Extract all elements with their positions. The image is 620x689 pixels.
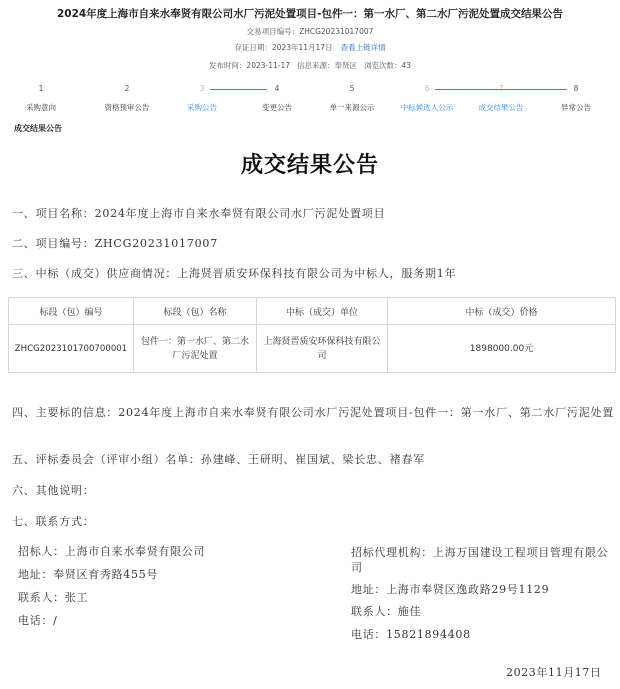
step-number: 8 <box>573 84 579 93</box>
notice-date: 2023年11月17日 <box>506 666 602 679</box>
agency-address: 地址：上海市奉贤区逸政路29号1129 <box>351 583 550 596</box>
step-label: 异常公告 <box>561 103 591 112</box>
step-label: 采购意向 <box>26 103 56 112</box>
evidence-row <box>0 42 620 53</box>
agency-phone: 电话：15821894408 <box>351 628 471 641</box>
item-project-name: 一、项目名称：2024年度上海市自来水奉贤有限公司水厂污泥处置项目 <box>12 207 386 220</box>
col-header: 标段（包）名称 <box>134 298 257 325</box>
step-label: 成交结果公告 <box>478 103 524 112</box>
buyer-name: 招标人：上海市自来水奉贤有限公司 <box>18 545 206 558</box>
step-label: 资格预审公告 <box>104 103 150 112</box>
package-code: ZHCG2023101700700001 <box>9 325 134 373</box>
winning-price: 1898000.00元 <box>388 325 616 373</box>
buyer-phone: 电话：/ <box>18 614 58 627</box>
step-label: 采购公告 <box>187 103 217 112</box>
view-count: 浏览次数：43 <box>364 61 412 70</box>
step-label: 变更公告 <box>262 103 292 112</box>
process-steps <box>0 84 620 118</box>
section-label: 成交结果公告 <box>14 124 62 133</box>
step-label: 中标候选人公示 <box>400 103 454 112</box>
step-number: 3 <box>199 84 205 93</box>
buyer-address: 地址：奉贤区育秀路455号 <box>18 568 159 581</box>
buyer-contact: 联系人：张工 <box>18 591 89 604</box>
trade-code-text: 交易项目编号：ZHCG20231017007 <box>246 27 374 36</box>
item-other-notes: 六、其他说明： <box>12 484 95 497</box>
step-number: 4 <box>274 84 280 93</box>
step-number: 6 <box>424 84 430 93</box>
publish-meta <box>0 60 620 71</box>
agency-name: 招标代理机构：上海万国建设工程项目管理有限公司 <box>351 546 609 574</box>
evidence-date: 存证日期：2023年11月17日 <box>234 43 333 52</box>
col-header: 中标（成交）单位 <box>257 298 388 325</box>
step-number: 5 <box>349 84 355 93</box>
col-header: 标段（包）编号 <box>9 298 134 325</box>
step-number: 1 <box>38 84 44 93</box>
item-committee: 五、评标委员会（评审小组）名单：孙建峰、王研明、崔国斌、梁长忠、褚春军 <box>12 453 425 466</box>
step-number: 2 <box>124 84 130 93</box>
trade-code <box>0 26 620 37</box>
winning-unit: 上海贤晋质安环保科技有限公司 <box>257 325 388 373</box>
info-source: 信息来源：奉贤区 <box>297 61 358 70</box>
step-8[interactable] <box>531 84 620 113</box>
item-supplier: 三、中标（成交）供应商情况：上海贤晋质安环保科技有限公司为中标人，服务期1年 <box>12 267 457 280</box>
item-contact-title: 七、联系方式： <box>12 515 95 528</box>
step-number: 7 <box>498 84 504 93</box>
package-name: 包件一：第一水厂、第二水厂污泥处置 <box>134 325 257 373</box>
agency-contact: 联系人：施佳 <box>351 605 422 618</box>
item-project-code: 二、项目编号：ZHCG20231017007 <box>12 237 219 250</box>
item-main-subject: 四、主要标的信息：2024年度上海市自来水奉贤有限公司水厂污泥处置项目-包件一：第一水厂、第二水厂污泥处置 <box>12 406 615 419</box>
chain-detail-link[interactable]: 查看上链详情 <box>340 43 386 52</box>
document-heading: 成交结果公告 <box>240 153 379 178</box>
table-row <box>9 325 616 373</box>
table-header-row <box>9 298 616 325</box>
step-1[interactable] <box>0 84 86 113</box>
step-label: 单一来源公示 <box>329 103 375 112</box>
col-header: 中标（成交）价格 <box>388 298 616 325</box>
page-title: 2024年度上海市自来水奉贤有限公司水厂污泥处置项目-包件一：第一水厂、第二水厂污泥处置成交结果公告 <box>56 8 564 20</box>
result-table <box>8 297 616 373</box>
publish-time: 发布时间：2023-11-17 <box>208 61 291 70</box>
